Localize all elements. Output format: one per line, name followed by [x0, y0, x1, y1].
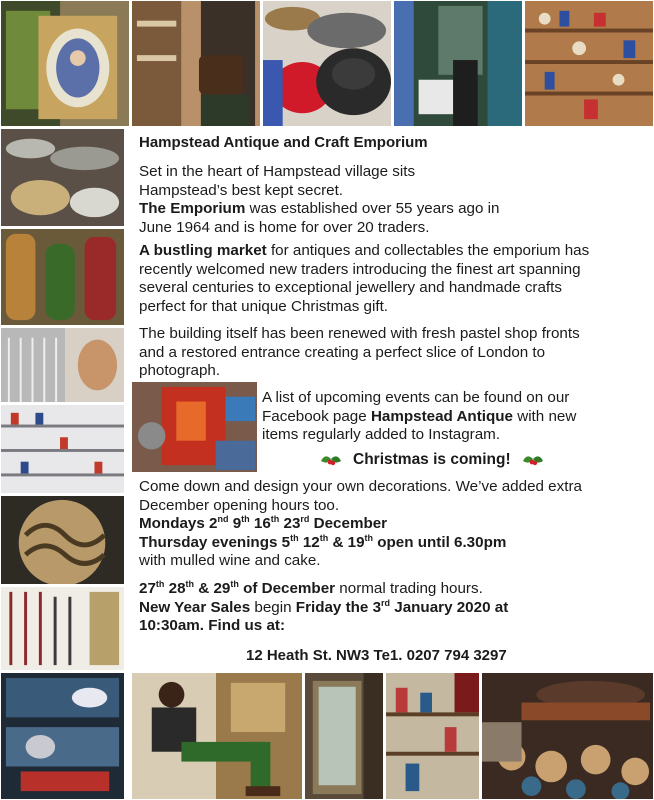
december-hours-line: 27th 28th & 29th of December normal trading hours.	[139, 579, 483, 597]
shelf-display-photo	[385, 672, 480, 800]
framed-portrait-photo	[0, 0, 130, 127]
intro-paragraph	[139, 163, 499, 237]
shop-interior-bag-photo	[131, 0, 261, 127]
ornate-globe-photo	[0, 495, 125, 585]
market-line: recently welcomed new traders introducing the finest art spanning	[139, 260, 581, 278]
intro-line: Set in the heart of Hampstead village sits	[139, 163, 416, 180]
christmas-heading	[319, 451, 545, 469]
thursdays-line: Thursday evenings 5th 12th & 19th open until 6.30pm	[139, 532, 507, 551]
building-paragraph	[139, 325, 580, 381]
building-line: and a restored entrance creating a perfect slice of London to	[139, 343, 546, 361]
article-title: Hampstead Antique and Craft Emporium	[139, 134, 428, 151]
events-line: items regularly added to Instagram.	[262, 426, 501, 444]
events-paragraph	[262, 389, 576, 445]
new-year-block	[139, 580, 508, 636]
silverware-photo	[0, 128, 125, 227]
trader-seated-photo	[131, 672, 303, 800]
intro-line: Hampstead’s best kept secret.	[139, 181, 344, 199]
christmas-heading-text: Christmas is coming!	[353, 451, 511, 468]
decorative-tins-photo	[481, 672, 654, 800]
opening-hours-block	[139, 478, 582, 571]
emporium-bold: The Emporium	[139, 200, 246, 218]
building-line: photograph.	[139, 362, 221, 380]
new-year-line: 10:30am. Find us at:	[139, 617, 286, 635]
market-line: perfect for that unique Christmas gift.	[139, 297, 389, 315]
new-year-line: New Year Sales begin Friday the 3rd January 2020 at	[139, 597, 509, 616]
hats-photo	[262, 0, 392, 127]
abstract-painting-photo	[131, 381, 258, 473]
market-line: several centuries to exceptional jewellery and handmade crafts	[139, 279, 562, 297]
mulled-line: with mulled wine and cake.	[139, 552, 321, 570]
events-line: Facebook page Hampstead Antique with new	[262, 407, 577, 425]
shelves-collectables-photo	[524, 0, 654, 127]
intro-line: June 1964 and is home for over 20 traders.	[139, 218, 430, 236]
decorations-line: December opening hours too.	[139, 496, 340, 514]
events-line: A list of upcoming events can be found on our	[262, 389, 570, 406]
beaded-lamp-portrait-photo	[0, 327, 125, 403]
market-bold: A bustling market	[139, 242, 267, 259]
market-line: A bustling market for antiques and collectables the emporium has	[139, 242, 590, 259]
facebook-page-name: Hampstead Antique	[370, 407, 513, 425]
glass-cabinet-photo	[0, 672, 125, 800]
decorations-line: Come down and design your own decorations. We’ve added extra	[139, 478, 582, 495]
glass-vases-photo	[0, 228, 125, 326]
address-line: 12 Heath St. NW3 Te1. 0207 794 3297	[246, 647, 507, 664]
mirror-cabinet-photo	[304, 672, 384, 800]
market-paragraph	[139, 242, 589, 316]
intro-line: The Emporium was established over 55 years ago in	[139, 200, 500, 218]
mondays-line: Mondays 2nd 9th 16th 23rd December	[139, 514, 388, 533]
jewellery-rack-photo	[0, 586, 125, 671]
holly-icon	[319, 451, 343, 469]
building-line: The building itself has been renewed with fresh pastel shop fronts	[139, 325, 580, 342]
shop-window-photo	[393, 0, 523, 127]
holly-icon	[521, 451, 545, 469]
display-shelves-photo	[0, 404, 125, 494]
